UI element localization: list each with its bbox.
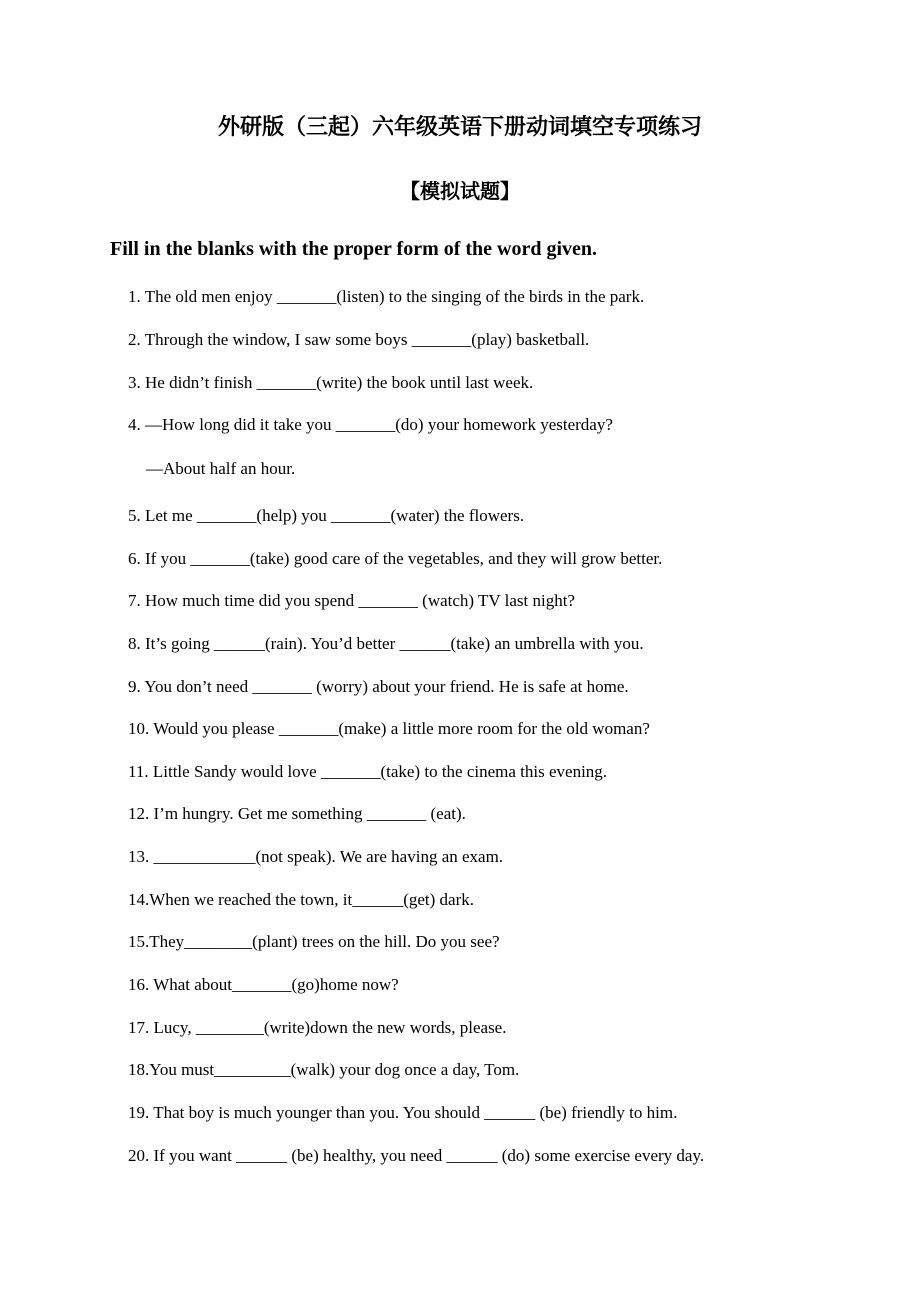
question-1: 1. The old men enjoy _______(listen) to the singing of the birds in the park.	[128, 287, 645, 306]
question-6: 6. If you _______(take) good care of the vegetables, and they will grow better.	[128, 549, 663, 568]
question-18: 18.You must_________(walk) your dog once a day, Tom.	[128, 1060, 520, 1079]
page-title: 外研版（三起）六年级英语下册动词填空专项练习	[217, 115, 702, 140]
question-5: 5. Let me _______(help) you _______(water) the flowers.	[128, 506, 525, 525]
question-16: 16. What about_______(go)home now?	[128, 975, 399, 994]
instruction-text: Fill in the blanks with the proper form of the word given.	[110, 238, 598, 260]
question-9: 9. You don’t need _______ (worry) about your friend. He is safe at home.	[128, 677, 629, 696]
question-7: 7. How much time did you spend _______ (watch) TV last night?	[128, 591, 575, 610]
question-3: 3. He didn’t finish _______(write) the book until last week.	[128, 373, 534, 392]
question-11: 11. Little Sandy would love _______(take) to the cinema this evening.	[128, 762, 608, 781]
question-8: 8. It’s going ______(rain). You’d better ______(take) an umbrella with you.	[128, 634, 644, 653]
question-4: 4. —How long did it take you _______(do) your homework yesterday?	[128, 415, 613, 434]
question-17: 17. Lucy, ________(write)down the new words, please.	[128, 1018, 507, 1037]
question-20: 20. If you want ______ (be) healthy, you need ______ (do) some exercise every day.	[128, 1146, 705, 1165]
question-13: 13. ____________(not speak). We are having an exam.	[128, 847, 504, 866]
section-heading: 【模拟试题】	[400, 179, 520, 203]
question-10: 10. Would you please _______(make) a little more room for the old woman?	[128, 719, 650, 738]
question-19: 19. That boy is much younger than you. You should ______ (be) friendly to him.	[128, 1103, 678, 1122]
question-12: 12. I’m hungry. Get me something _______ (eat).	[128, 804, 466, 823]
question-4-answer: —About half an hour.	[146, 459, 296, 478]
question-15: 15.They________(plant) trees on the hill. Do you see?	[128, 932, 500, 951]
question-14: 14.When we reached the town, it______(get) dark.	[128, 890, 475, 909]
question-2: 2. Through the window, I saw some boys _______(play) basketball.	[128, 330, 590, 349]
